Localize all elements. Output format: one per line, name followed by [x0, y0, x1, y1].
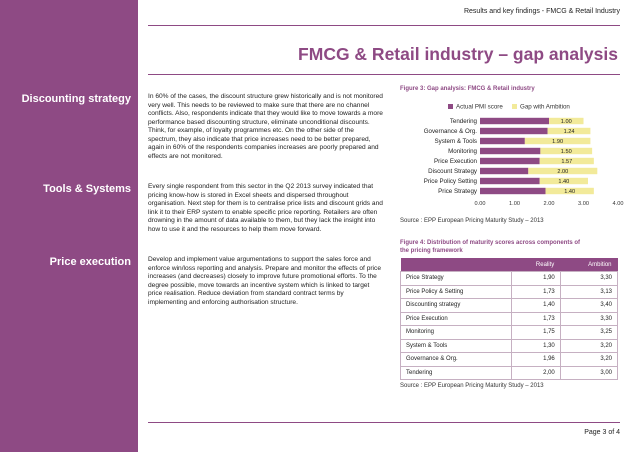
header-divider	[148, 25, 620, 26]
table-cell-component: Price Policy & Setting	[401, 285, 512, 299]
x-tick-label: 0.00	[474, 201, 486, 207]
chart-marks	[424, 118, 624, 207]
bar-actual	[480, 178, 540, 184]
table-header-row	[401, 258, 618, 272]
table-row	[401, 272, 618, 286]
header-note: Results and key findings - FMCG & Retail Industry	[463, 8, 620, 15]
table-row	[401, 285, 618, 299]
sidebar	[0, 0, 138, 452]
section-label-tools: Tools & Systems	[43, 183, 131, 195]
section-label-execution: Price execution	[49, 256, 131, 268]
figure4-caption-line2: the pricing framework	[400, 248, 463, 254]
bar-actual	[480, 158, 540, 164]
table-cell-ambition: 3,00	[560, 366, 617, 380]
data-label: 1.00	[560, 119, 572, 125]
table-cell-component: Price Execution	[401, 312, 512, 326]
table-row	[401, 326, 618, 340]
table-cell-ambition: 3,25	[560, 326, 617, 340]
table-cell-ambition: 3,40	[560, 299, 617, 313]
table-row	[401, 299, 618, 313]
bar-actual	[480, 168, 528, 174]
page-number: Page 3 of 4	[584, 429, 620, 436]
table-row	[401, 366, 618, 380]
figure3-caption: Figure 3: Gap analysis: FMCG & Retail industry	[400, 86, 535, 92]
x-tick-label: 3.00	[578, 201, 589, 207]
table-row	[401, 312, 618, 326]
data-label: 1.90	[552, 139, 564, 145]
table-cell-component: Monitoring	[401, 326, 512, 340]
bar-actual	[480, 128, 548, 134]
footer-divider	[148, 422, 620, 423]
page-title: FMCG & Retail industry – gap analysis	[298, 44, 618, 64]
table-cell-ambition: 3,20	[560, 339, 617, 353]
table-cell-reality: 1,30	[511, 339, 560, 353]
table-cell-reality: 1,73	[511, 285, 560, 299]
table-header-blank	[401, 258, 512, 272]
title-divider	[148, 74, 620, 75]
figure3-source: Source : EPP European Pricing Maturity Study – 2013	[400, 218, 544, 224]
table-header-ambition: Ambition	[560, 258, 617, 272]
x-tick-label: 1.00	[509, 201, 520, 207]
bar-actual	[480, 148, 540, 154]
legend-label-gap: Gap with Ambition	[520, 103, 570, 111]
chart-legend	[448, 104, 570, 111]
legend-label-actual: Actual PMI score	[456, 103, 503, 111]
table-row	[401, 339, 618, 353]
table-cell-ambition: 3,30	[560, 312, 617, 326]
bar-actual	[480, 188, 546, 194]
bar-actual	[480, 118, 549, 124]
table-cell-reality: 1,75	[511, 326, 560, 340]
tools-paragraph: Every single respondent from this sector in the Q2 2013 survey indicated that pricing know-how is stored in Excel sheets and dispersed throughout organisation. Next step for them is to centralise price lists and discount grids and link it to their ERP system to enable specific price reporting. Retailers are often drowning in the amount of data available to them, but they lack the insight into how to use it and the resources to help them move forward.	[148, 183, 383, 233]
gap-chart	[400, 96, 622, 218]
table-cell-ambition: 3,13	[560, 285, 617, 299]
legend-swatch-actual	[448, 104, 453, 109]
category-label: Governance & Org.	[423, 128, 477, 136]
bar-actual	[480, 138, 525, 144]
table-cell-component: Discounting strategy	[401, 299, 512, 313]
table-cell-component: Price Strategy	[401, 272, 512, 286]
category-label: Price Policy Setting	[423, 178, 477, 186]
table-cell-reality: 1,73	[511, 312, 560, 326]
maturity-table	[400, 258, 618, 380]
table-cell-component: System & Tools	[401, 339, 512, 353]
table-cell-reality: 1,96	[511, 353, 560, 367]
category-label: Tendering	[449, 118, 477, 126]
category-label: Discount Strategy	[428, 168, 477, 176]
table-cell-reality: 1,40	[511, 299, 560, 313]
category-label: System & Tools	[434, 138, 477, 146]
table-cell-ambition: 3,30	[560, 272, 617, 286]
data-label: 1.40	[564, 189, 576, 195]
data-label: 1.24	[563, 129, 575, 135]
legend-swatch-gap	[512, 104, 517, 109]
figure4-source: Source : EPP European Pricing Maturity Study – 2013	[400, 383, 544, 389]
x-tick-label: 4.00	[612, 201, 624, 207]
discounting-paragraph: In 60% of the cases, the discount structure grew historically and is not monitored very well. This needs to be reviewed to make sure that there are no channel conflicts. Also, respondents indicate that they would like to move towards a more performance based discounting structure, eliminate unconditional discounts. Think, for example, of loyalty programmes etc. On the other side of the spectrum, they also indicate that price increases need to be better prepared, again in 60% of the respondents companies increases are poorly prepared and effects are not monitored.	[148, 93, 383, 160]
data-label: 1.57	[561, 159, 573, 165]
table-header-reality: Reality	[511, 258, 560, 272]
data-label: 2.00	[557, 169, 569, 175]
category-label: Price Execution	[434, 158, 477, 166]
category-label: Monitoring	[448, 148, 477, 156]
table-cell-ambition: 3,20	[560, 353, 617, 367]
figure4-caption-line1: Figure 4: Distribution of maturity scores across components of	[400, 240, 581, 246]
table-cell-reality: 2,00	[511, 366, 560, 380]
table-cell-component: Governance & Org.	[401, 353, 512, 367]
data-label: 1.40	[558, 179, 570, 185]
execution-paragraph: Develop and implement value argumentations to support the sales force and enforce win/loss reporting and analysis. Prepare and monitor the effects of price increases (and decreases) closely to improve future promotional efforts. To the degree possible, move towards an incentive system which is linked to target price realisation. Reduce deviation from standard contract terms by implementing and enforcing authorisation structure.	[148, 256, 381, 306]
category-label: Price Strategy	[438, 188, 477, 196]
x-tick-label: 2.00	[543, 201, 555, 207]
table-row	[401, 353, 618, 367]
table-cell-reality: 1,90	[511, 272, 560, 286]
table-cell-component: Tendering	[401, 366, 512, 380]
section-label-discounting: Discounting strategy	[21, 93, 131, 105]
data-label: 1.50	[560, 149, 572, 155]
